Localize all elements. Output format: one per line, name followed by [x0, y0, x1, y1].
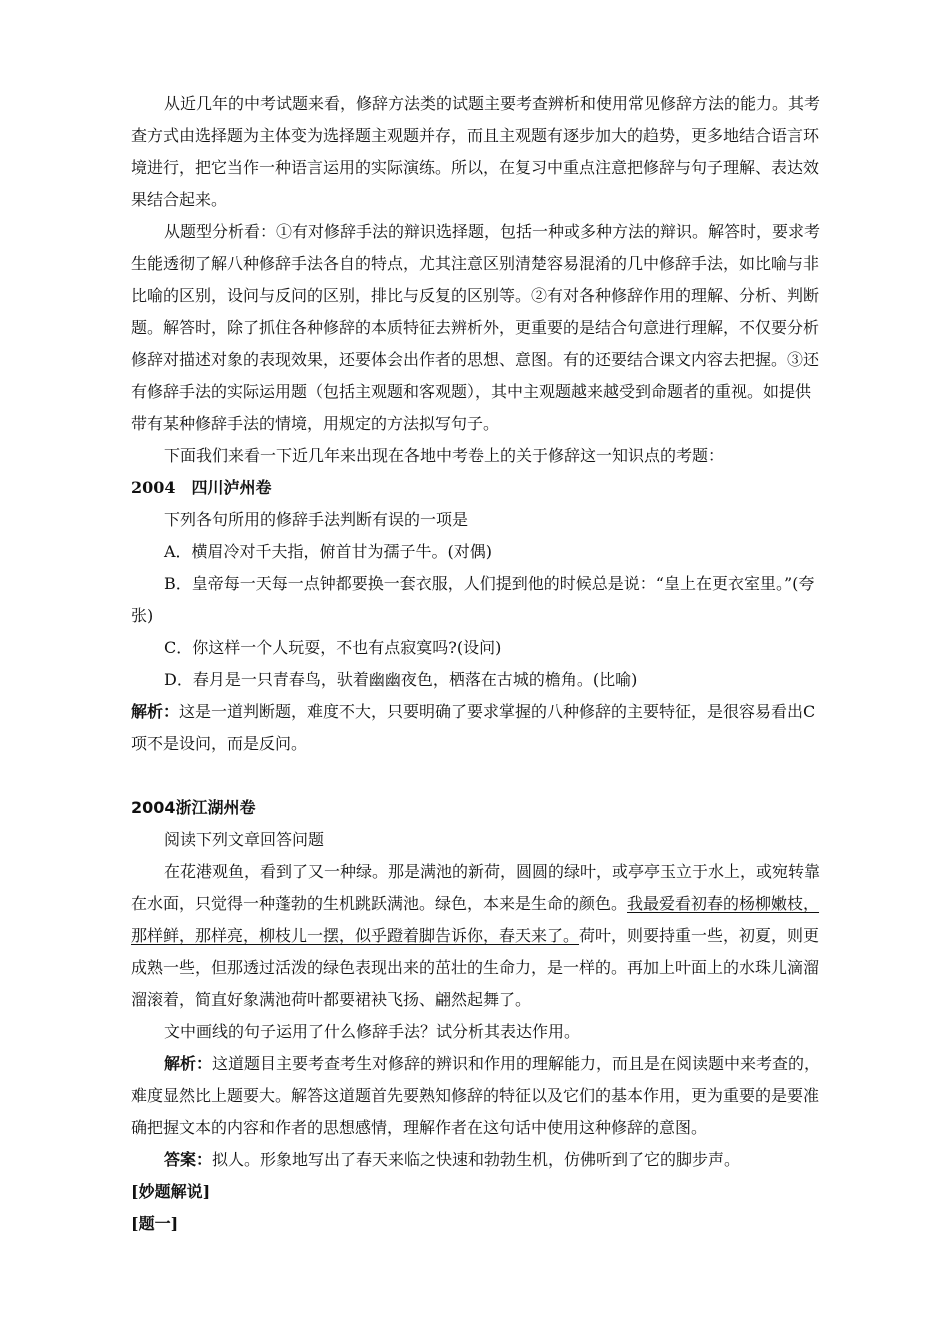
option-c: C．你这样一个人玩耍，不也有点寂寞吗?(设问): [164, 638, 502, 657]
answer-label: 答案：: [164, 1150, 213, 1169]
question-2-analysis: [131, 1048, 821, 1144]
question-1-analysis: [131, 696, 821, 760]
question-2-question: 文中画线的句子运用了什么修辞手法？试分析其表达作用。: [164, 1022, 581, 1041]
question-1-prompt: 下列各句所用的修辞手法判断有误的一项是: [164, 510, 469, 529]
passage-text: 荷叶，则要持重一些，初夏，则更成熟一些，但那透过活泼的绿色表现出来的茁壮的生命力，是一样的。再加上叶面上的水珠儿滴溜溜滚着，简直好象满池荷叶都要裙袂飞扬、翩然起舞了。: [131, 926, 820, 1009]
analysis-text: 这是一道判断题，难度不大，只要明确了要求掌握的八种修辞的主要特征，是很容易看出C项不是设问，而是反问。: [131, 702, 816, 753]
answer-text: 拟人。形象地写出了春天来临之快速和勃勃生机，仿佛听到了它的脚步声。: [212, 1150, 741, 1169]
analysis-text: 这道题目主要考查考生对修辞的辨识和作用的理解能力，而且是在阅读题中来考查的，难度显然比上题要大。解答这道题首先要熟知修辞的特征以及它们的基本作用，更为重要的是要准确把握文本的内容和作者的思想感情，理解作者在这句话中使用这种修辞的意图。: [131, 1054, 821, 1137]
analysis-label: 解析：: [164, 1054, 213, 1073]
intro-paragraph-3: 下面我们来看一下近几年来出现在各地中考卷上的关于修辞这一知识点的考题：: [164, 446, 725, 465]
analysis-label: 解析：: [131, 702, 180, 721]
reading-passage: [131, 856, 821, 1016]
passage-text: 在花港观鱼，看到了又一种绿。那是满池的新荷，圆圆的绿叶，或亭亭玉立于水上，或宛转靠在水面，只觉得一种蓬勃的生机跳跃满池。绿色，本来是生命的颜色。: [131, 862, 821, 913]
question-2-answer: [131, 1144, 821, 1176]
sub-heading: [题一]: [131, 1214, 179, 1233]
document-page: [131, 88, 821, 1240]
intro-paragraph-2: 从题型分析看：①有对修辞手法的辩识选择题，包括一种或多种方法的辩识。解答时，要求考生能透彻了解八种修辞手法各自的特点，尤其注意区别清楚容易混淆的几中修辞手法，如比喻与非比喻的区别，设问与反问的区别，排比与反复的区别等。②有对各种修辞作用的理解、分析、判断题。解答时，除了抓住各种修辞的本质特征去辨析外，更重要的是结合句意进行理解，不仅要分析修辞对描述对象的表现效果，还要体会出作者的思想、意图。有的还要结合课文内容去把握。③还有修辞手法的实际运用题（包括主观题和客观题），其中主观题越来越受到命题者的重视。如提供带有某种修辞手法的情境，用规定的方法拟写句子。: [131, 222, 821, 433]
question-2-instruction: 阅读下列文章回答问题: [164, 830, 325, 849]
intro-paragraph-1: 从近几年的中考试题来看，修辞方法类的试题主要考查辨析和使用常见修辞方法的能力。其考查方式由选择题为主体变为选择题主观题并存，而且主观题有逐步加大的趋势，更多地结合语言环境进行，把它当作一种语言运用的实际演练。所以，在复习中重点注意把修辞与句子理解、表达效果结合起来。: [131, 94, 821, 209]
spacer: [131, 760, 821, 792]
question-2-heading: 2004浙江湖州卷: [131, 798, 256, 817]
option-d: D．春月是一只青春鸟，驮着幽幽夜色，栖落在古城的檐角。(比喻): [164, 670, 638, 689]
option-a: A．横眉冷对千夫指，俯首甘为孺子牛。(对偶): [164, 542, 493, 561]
question-1-heading: 2004 四川泸州卷: [131, 478, 272, 497]
option-b: B．皇帝每一天每一点钟都要换一套衣服，人们提到他的时候总是说：“皇上在更衣室里。”(夸张): [131, 574, 815, 625]
section-heading: [妙题解说]: [131, 1182, 211, 1201]
underlined-sentence: 我最爱看初春的杨柳嫩枝，那样鲜，那样亮，柳枝儿一摆，似乎蹬着脚告诉你，春天来了。: [131, 894, 820, 945]
